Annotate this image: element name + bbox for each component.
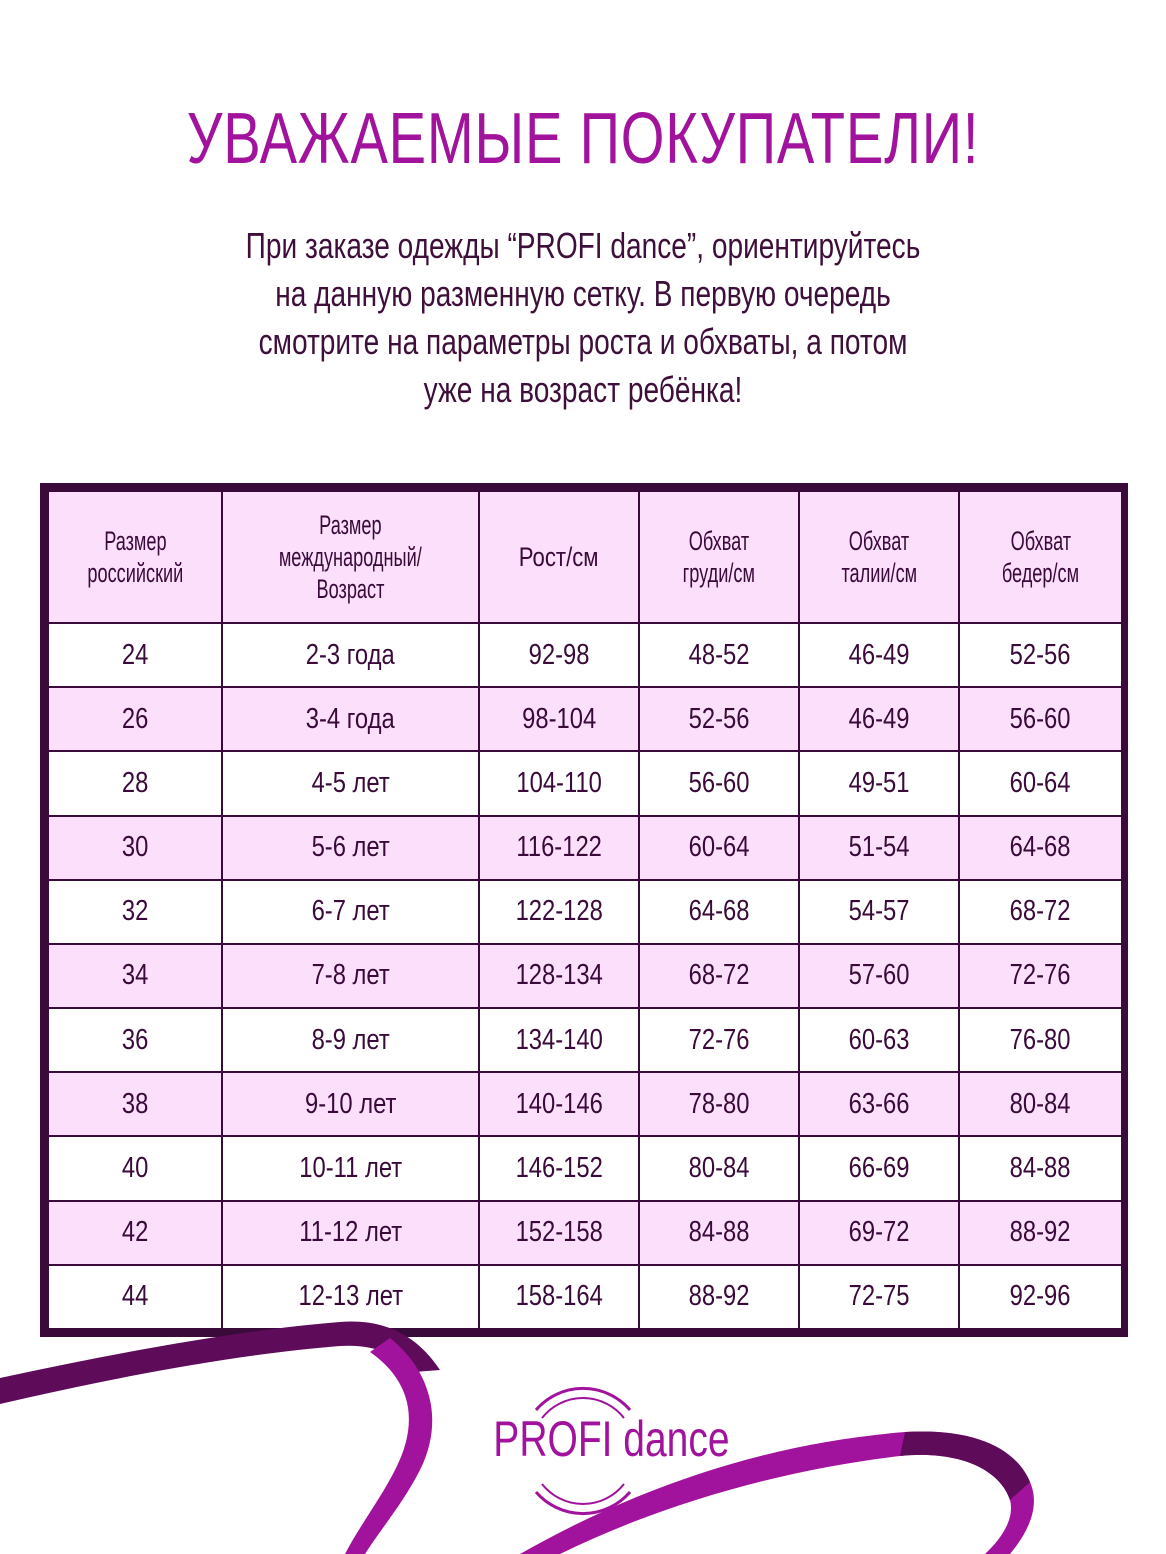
cell-waist: 54-57 bbox=[799, 880, 959, 944]
cell-chest: 48-52 bbox=[639, 623, 799, 687]
cell-chest: 56-60 bbox=[639, 751, 799, 815]
cell-height: 158-164 bbox=[479, 1265, 639, 1329]
cell-hips: 84-88 bbox=[959, 1136, 1122, 1200]
cell-hips: 60-64 bbox=[959, 751, 1122, 815]
page-title: УВАЖАЕМЫЕ ПОКУПАТЕЛИ! bbox=[186, 99, 980, 179]
cell-height: 146-152 bbox=[479, 1136, 639, 1200]
header-waist: Обхват талии/см bbox=[799, 491, 959, 623]
cell-intl-size-age: 12-13 лет bbox=[222, 1265, 479, 1329]
cell-height: 92-98 bbox=[479, 623, 639, 687]
cell-chest: 64-68 bbox=[639, 880, 799, 944]
intro-line: на данную разменную сетку. В первую очередь bbox=[275, 273, 891, 314]
cell-height: 98-104 bbox=[479, 687, 639, 751]
cell-waist: 63-66 bbox=[799, 1072, 959, 1136]
cell-waist: 46-49 bbox=[799, 687, 959, 751]
header-height: Рост/см bbox=[479, 491, 639, 623]
cell-ru-size: 32 bbox=[48, 880, 222, 944]
header-intl-size-age: Размер международный/ Возраст bbox=[222, 491, 479, 623]
cell-chest: 52-56 bbox=[639, 687, 799, 751]
cell-height: 152-158 bbox=[479, 1201, 639, 1265]
header-ru-size: Размер российский bbox=[48, 491, 222, 623]
profi-dance-logo bbox=[468, 1382, 730, 1522]
cell-chest: 80-84 bbox=[639, 1136, 799, 1200]
cell-waist: 72-75 bbox=[799, 1265, 959, 1329]
ribbon-dark-band bbox=[0, 1322, 440, 1404]
cell-waist: 66-69 bbox=[799, 1136, 959, 1200]
cell-chest: 84-88 bbox=[639, 1201, 799, 1265]
cell-chest: 68-72 bbox=[639, 944, 799, 1008]
cell-ru-size: 28 bbox=[48, 751, 222, 815]
cell-height: 134-140 bbox=[479, 1008, 639, 1072]
cell-height: 128-134 bbox=[479, 944, 639, 1008]
intro-line: смотрите на параметры роста и обхваты, а потом bbox=[258, 321, 908, 362]
cell-intl-size-age: 5-6 лет bbox=[222, 816, 479, 880]
header-chest: Обхват груди/см bbox=[639, 491, 799, 623]
cell-hips: 92-96 bbox=[959, 1265, 1122, 1329]
cell-intl-size-age: 7-8 лет bbox=[222, 944, 479, 1008]
cell-waist: 69-72 bbox=[799, 1201, 959, 1265]
cell-ru-size: 30 bbox=[48, 816, 222, 880]
cell-ru-size: 34 bbox=[48, 944, 222, 1008]
cell-height: 122-128 bbox=[479, 880, 639, 944]
cell-ru-size: 38 bbox=[48, 1072, 222, 1136]
intro-line: уже на возраст ребёнка! bbox=[423, 369, 743, 410]
cell-chest: 60-64 bbox=[639, 816, 799, 880]
cell-waist: 46-49 bbox=[799, 623, 959, 687]
cell-waist: 57-60 bbox=[799, 944, 959, 1008]
cell-height: 140-146 bbox=[479, 1072, 639, 1136]
cell-intl-size-age: 2-3 года bbox=[222, 623, 479, 687]
intro-line: При заказе одежды “PROFI dance”, ориентируйтесь bbox=[245, 225, 921, 266]
cell-chest: 72-76 bbox=[639, 1008, 799, 1072]
cell-ru-size: 44 bbox=[48, 1265, 222, 1329]
cell-waist: 49-51 bbox=[799, 751, 959, 815]
cell-hips: 72-76 bbox=[959, 944, 1122, 1008]
cell-hips: 56-60 bbox=[959, 687, 1122, 751]
cell-intl-size-age: 11-12 лет bbox=[222, 1201, 479, 1265]
cell-chest: 78-80 bbox=[639, 1072, 799, 1136]
cell-intl-size-age: 3-4 года bbox=[222, 687, 479, 751]
cell-waist: 51-54 bbox=[799, 816, 959, 880]
cell-height: 116-122 bbox=[479, 816, 639, 880]
cell-intl-size-age: 4-5 лет bbox=[222, 751, 479, 815]
cell-hips: 88-92 bbox=[959, 1201, 1122, 1265]
ribbon-right-dark bbox=[900, 1431, 1030, 1500]
cell-intl-size-age: 10-11 лет bbox=[222, 1136, 479, 1200]
cell-intl-size-age: 8-9 лет bbox=[222, 1008, 479, 1072]
cell-ru-size: 36 bbox=[48, 1008, 222, 1072]
cell-intl-size-age: 9-10 лет bbox=[222, 1072, 479, 1136]
logo-text: PROFI dance bbox=[493, 1411, 730, 1467]
cell-hips: 52-56 bbox=[959, 623, 1122, 687]
cell-height: 104-110 bbox=[479, 751, 639, 815]
header-hips: Обхват бедер/см bbox=[959, 491, 1122, 623]
cell-intl-size-age: 6-7 лет bbox=[222, 880, 479, 944]
cell-waist: 60-63 bbox=[799, 1008, 959, 1072]
cell-ru-size: 42 bbox=[48, 1201, 222, 1265]
cell-hips: 64-68 bbox=[959, 816, 1122, 880]
cell-ru-size: 26 bbox=[48, 687, 222, 751]
cell-ru-size: 40 bbox=[48, 1136, 222, 1200]
cell-hips: 68-72 bbox=[959, 880, 1122, 944]
cell-hips: 80-84 bbox=[959, 1072, 1122, 1136]
cell-ru-size: 24 bbox=[48, 623, 222, 687]
cell-hips: 76-80 bbox=[959, 1008, 1122, 1072]
cell-chest: 88-92 bbox=[639, 1265, 799, 1329]
